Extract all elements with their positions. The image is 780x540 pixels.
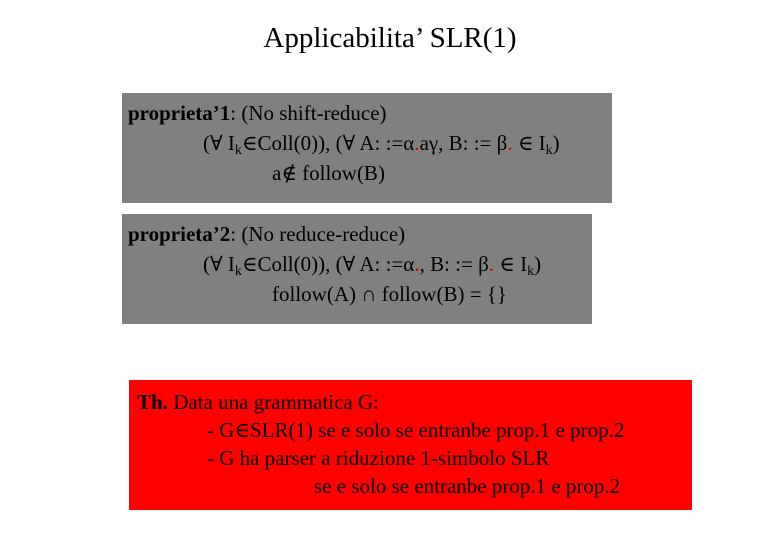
condition-text: ∈Coll(0)), (∀ A: :=α	[241, 131, 415, 155]
condition-text: aγ, B: := β	[419, 131, 508, 155]
property-1-result: a∉ follow(B)	[272, 161, 385, 185]
subscript-k: k	[545, 143, 553, 158]
property-2-description: : (No reduce-reduce)	[230, 222, 406, 246]
theorem-box	[129, 380, 692, 510]
property-2-condition	[203, 252, 542, 279]
property-2-heading	[128, 222, 405, 246]
property-1-condition	[203, 131, 560, 158]
item-dot: .	[414, 252, 420, 276]
theorem-heading	[137, 390, 379, 414]
condition-text: , B: := β	[419, 252, 489, 276]
item-dot: .	[414, 131, 420, 155]
condition-text: ∈Coll(0)), (∀ A: :=α	[241, 252, 415, 276]
property-2-box	[122, 214, 592, 324]
theorem-label: Th.	[137, 390, 168, 414]
item-dot: .	[488, 252, 495, 276]
item-dot: .	[507, 131, 513, 155]
subscript-k: k	[234, 143, 242, 158]
property-1-description: : (No shift-reduce)	[230, 101, 387, 125]
condition-text: ∈ I	[494, 252, 528, 276]
subscript-k: k	[234, 264, 242, 279]
subscript-k: k	[527, 264, 535, 279]
condition-text: (∀ I	[203, 252, 235, 276]
condition-text: )	[552, 131, 560, 155]
theorem-item-2: - G ha parser a riduzione 1-simbolo SLR	[207, 446, 550, 470]
property-1-heading	[128, 101, 387, 125]
condition-text: )	[534, 252, 542, 276]
condition-text: ∈ I	[512, 131, 546, 155]
condition-text: (∀ I	[203, 131, 235, 155]
theorem-item-2-continuation: se e solo se entranbe prop.1 e prop.2	[314, 474, 621, 498]
property-1-label: proprieta’1	[128, 101, 231, 125]
theorem-intro: Data una grammatica G:	[167, 390, 380, 414]
slide-title: Applicabilita’ SLR(1)	[263, 22, 517, 54]
property-2-label: proprieta’2	[128, 222, 231, 246]
property-1-box	[122, 93, 612, 203]
property-2-result: follow(A) ∩ follow(B) = {}	[272, 282, 507, 306]
theorem-item-1: - G∈SLR(1) se e solo se entranbe prop.1 e prop.2	[207, 418, 625, 442]
